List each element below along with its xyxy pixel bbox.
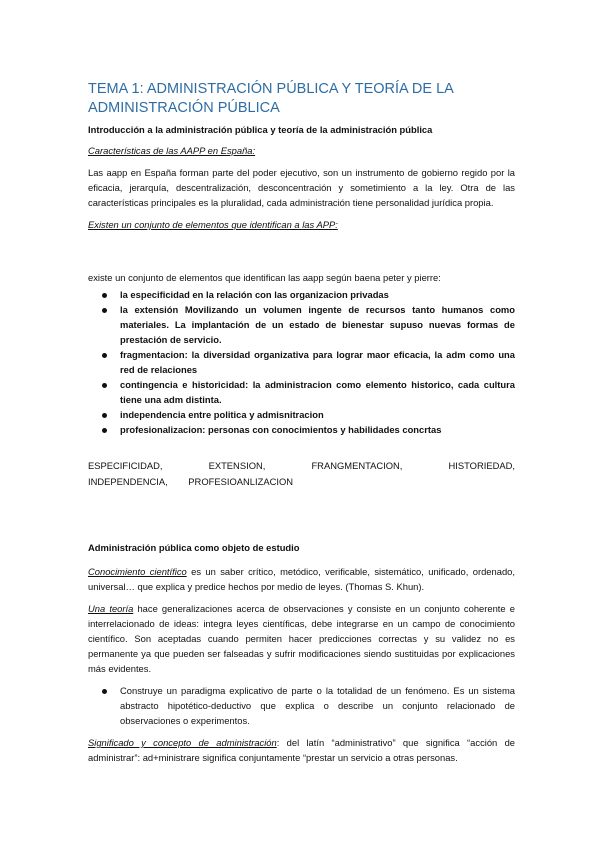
bullet-icon [102,293,107,298]
paradigm-list [88,683,515,728]
term-conocimiento: Conocimiento científico [88,566,187,577]
section-heading-objeto-estudio: Administración pública como objeto de estudio [88,542,300,553]
keywords-line: ESPECIFICIDAD, EXTENSION, FRANGMENTACION, HISTORIEDAD, INDEPENDENCIA, PROFESIOANLIZACION [88,460,515,487]
list-item: la extensión Movilizando un volumen ingente de recursos tanto humanos como materiales. La implantación de un estado de bienestar supuso nuevas formas de prestación de servicio. [88,302,515,347]
elements-list [88,287,515,437]
paragraph-conocimiento: Conocimiento científico es un saber crítico, metódico, verificable, sistemático, unificado, ordenado, universal… que explica y predice hechos por medio de leyes. (Thomas S. Khun). [88,566,515,592]
document-subtitle: Introducción a la administración pública y teoría de la administración pública [88,124,433,135]
list-item: Construye un paradigma explicativo de parte o la totalidad de un fenómeno. Es un sistema abstracto hipotético-deductivo que explica o describe un conjunto relacionado de observaciones o experimentos. [88,683,515,728]
keywords-block [88,458,515,490]
list-item: independencia entre politica y admisnitracion [88,407,515,422]
list-item: contingencia e historicidad: la administracion como elemento historico, cada cultura tiene una adm distinta. [88,377,515,407]
document-page [88,80,515,239]
section-heading-caracteristicas: Características de las AAPP en España: [88,145,256,156]
bullet-icon [102,308,107,313]
bullet-icon [102,428,107,433]
study-section [88,540,515,772]
document-title: TEMA 1: ADMINISTRACIÓN PÚBLICA Y TEORÍA DE LA ADMINISTRACIÓN PÚBLICA [88,81,454,116]
list-item: la especificidad en la relación con las organizacion privadas [88,287,515,302]
list-intro: existe un conjunto de elementos que identifican las aapp según baena peter y pierre: [88,272,441,283]
paragraph-caracteristicas: Las aapp en España forman parte del poder ejecutivo, son un instrumento de gobierno regido por la eficacia, jerarquía, descentralización, desconcentración y sometimiento a la ley. Otra de las características principales es la pluralidad, cada administración tiene personalidad jurídica propia. [88,167,515,208]
bullet-icon [102,383,107,388]
bullet-icon [102,413,107,418]
bullet-icon [102,689,107,694]
term-teoria: Una teoría [88,603,134,614]
section-heading-elementos: Existen un conjunto de elementos que identifican a las APP: [88,219,338,230]
bullet-icon [102,353,107,358]
list-item: fragmentacion: la diversidad organizativa para lograr maor eficacia, la adm como una red de relaciones [88,347,515,377]
list-item: profesionalizacion: personas con conocimientos y habilidades concrtas [88,422,515,437]
term-significado: Significado y concepto de administración [88,737,277,748]
elements-block [88,270,515,437]
paragraph-significado: Significado y concepto de administración: del latín “administrativo” que significa “acción de administrar”: ad+ministrare significa conjuntamente “prestar un servicio a otras personas. [88,737,516,763]
paragraph-teoria: Una teoría hace generalizaciones acerca de observaciones y consiste en un conjunto coherente e interrelacionado de ideas: integra leyes científicas, debe integrarse en un campo de conocimiento científico. Son aceptadas cuando permiten hacer predicciones correctas y su validez no es permanente ya que pueden ser falseadas y sufrir modificaciones siendo sustituidas por explicaciones más evidentes. [88,603,515,674]
